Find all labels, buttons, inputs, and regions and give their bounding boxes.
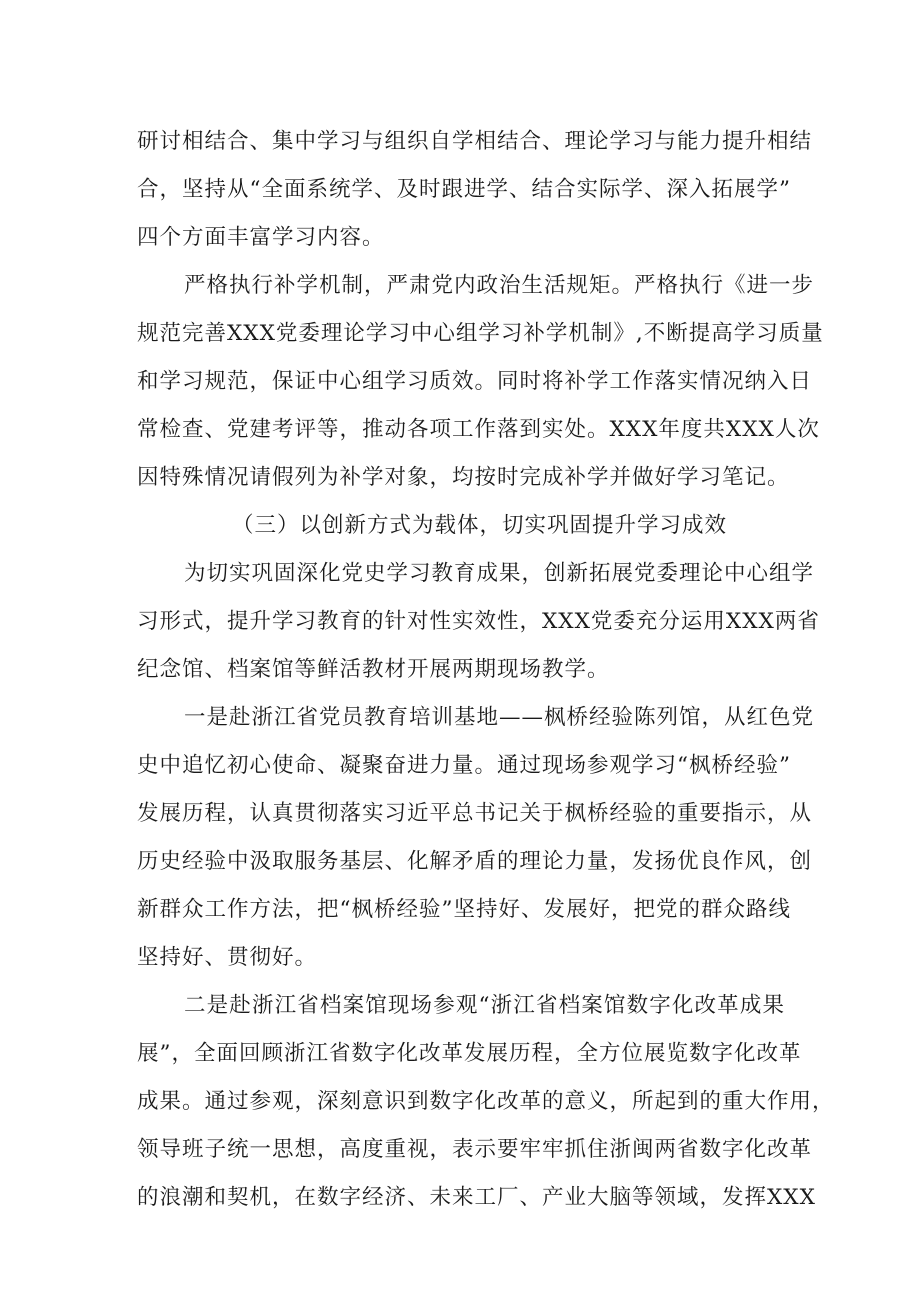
text-line: 习形式，提升学习教育的针对性实效性，XXX党委充分运用XXX两省 [137, 609, 820, 634]
text-line: 因特殊情况请假列为补学对象，均按时完成补学并做好学习笔记。 [137, 465, 790, 490]
text-line: 成果。通过参观，深刻意识到数字化改革的意义，所起到的重大作用， [137, 1089, 835, 1114]
section-heading: （三）以创新方式为载体，切实巩固提升学习成效 [232, 513, 728, 538]
text-line: 二是赴浙江省档案馆现场参观“浙江省档案馆数字化改革成果 [184, 993, 785, 1018]
text-line: 严格执行补学机制，严肃党内政治生活规矩。严格执行《进一步 [184, 273, 815, 298]
text-line: 规范完善XXX党委理论学习中心组学习补学机制》,不断提高学习质量 [137, 321, 824, 346]
text-line: 新群众工作方法，把“枫桥经验”坚持好、发展好，把党的群众路线 [137, 897, 791, 922]
text-line: 四个方面丰富学习内容。 [137, 225, 385, 250]
text-line: 发展历程，认真贯彻落实习近平总书记关于枫桥经验的重要指示，从 [137, 801, 813, 826]
text-line: 常检查、党建考评等，推动各项工作落到实处。XXX年度共XXX人次 [137, 417, 820, 442]
text-line: 史中追忆初心使命、凝聚奋进力量。通过现场参观学习“枫桥经验” [137, 753, 791, 778]
text-line: 领导班子统一思想，高度重视，表示要牢牢抓住浙闽两省数字化改革 [137, 1137, 813, 1162]
text-line: 纪念馆、档案馆等鲜活教材开展两期现场教学。 [137, 657, 610, 682]
text-line: 的浪潮和契机，在数字经济、未来工厂、产业大脑等领域，发挥XXX [137, 1185, 816, 1210]
text-line: 一是赴浙江省党员教育培训基地——枫桥经验陈列馆，从红色党 [184, 705, 815, 730]
text-line: 坚持好、贯彻好。 [137, 945, 318, 970]
text-line: 展”，全面回顾浙江省数字化改革发展历程，全方位展览数字化改革 [137, 1041, 802, 1066]
text-line: 研讨相结合、集中学习与组织自学相结合、理论学习与能力提升相结 [137, 129, 813, 154]
text-line: 历史经验中汲取服务基层、化解矛盾的理论力量，发扬优良作风，创 [137, 849, 813, 874]
text-line: 为切实巩固深化党史学习教育成果，创新拓展党委理论中心组学 [184, 561, 815, 586]
text-line: 和学习规范，保证中心组学习质效。同时将补学工作落实情况纳入日 [137, 369, 813, 394]
text-line: 合，坚持从“全面系统学、及时跟进学、结合实际学、深入拓展学” [137, 177, 791, 202]
